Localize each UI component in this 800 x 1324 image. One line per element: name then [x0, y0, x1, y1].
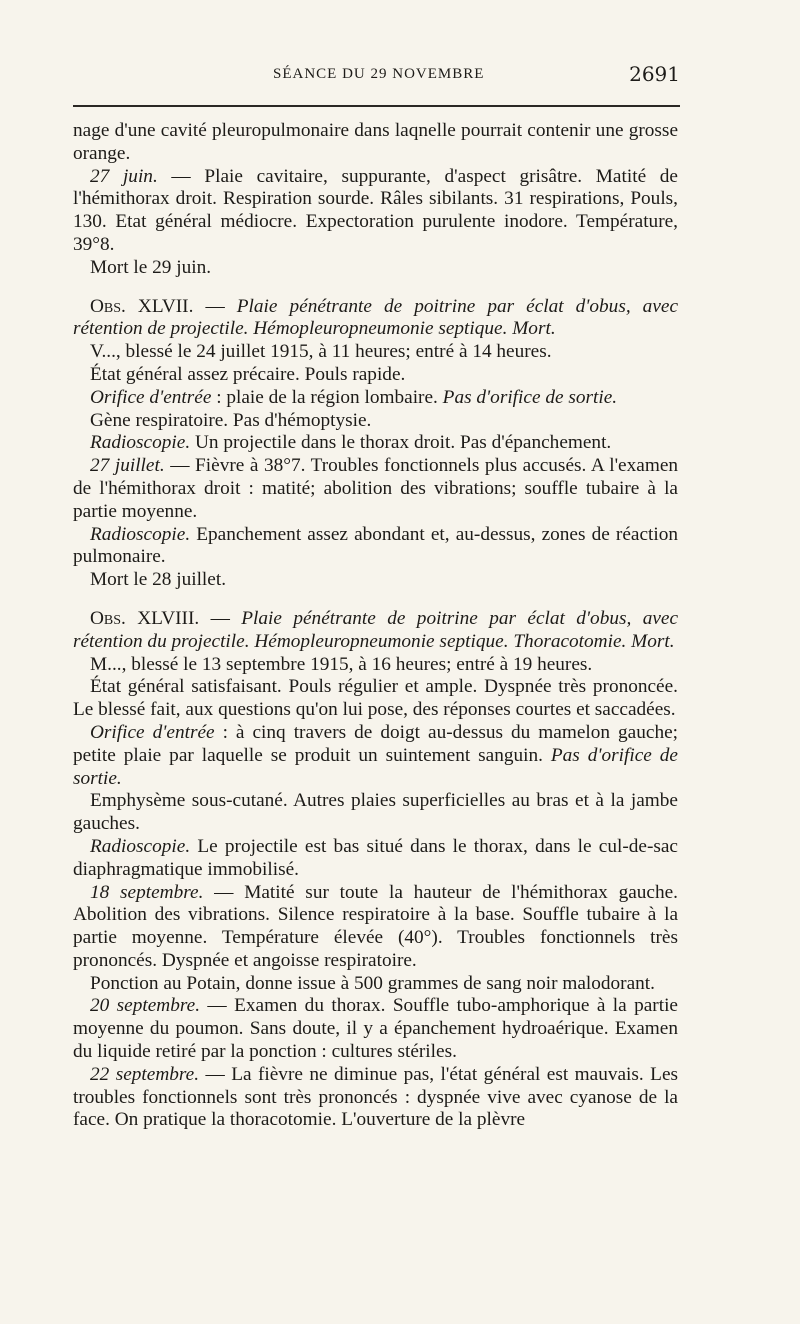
section-label: Pas d'orifice de sortie. — [73, 744, 678, 789]
section-label: Pas d'orifice de sortie. — [442, 386, 618, 408]
paragraph: Radioscopie. Un projectile dans le thorax droit. Pas d'épanchement. — [90, 432, 612, 454]
paragraph: Orifice d'entrée : à cinq travers de doigt au-dessus du mamelon gauche; petite plaie par laquelle se produit un suintement sanguin. Pas d'orifice de sortie. — [73, 721, 678, 789]
observation-title: Plaie pénétrante de poitrine par éclat d'obus, avec rétention de projectile. Hémopleuropneumonie septique. Mort. — [73, 295, 678, 340]
paragraph: Mort le 28 juillet. — [90, 569, 227, 591]
section-label: Orifice d'entrée — [90, 721, 215, 743]
body-text — [73, 120, 678, 1132]
section-label: Radioscopie. — [90, 835, 191, 857]
paragraph: M..., blessé le 13 septembre 1915, à 16 heures; entré à 19 heures. — [90, 653, 593, 675]
paragraph: Emphysème sous-cutané. Autres plaies superficielles au bras et à la jambe gauches. — [73, 790, 678, 835]
paragraph: Radioscopie. Le projectile est bas situé dans le thorax, dans le cul-de-sac diaphragmatique immobilisé. — [73, 835, 678, 880]
observation-title: Plaie pénétrante de poitrine par éclat d'obus, avec rétention du projectile. Hémopleuropneumonie septique. Thoracotomie. Mort. — [73, 607, 679, 652]
paragraph: 20 septembre. — Examen du thorax. Souffle tubo-amphorique à la partie moyenne du poumon. Sans doute, il y a épanchement hydroaérique. Examen du liquide retiré par la ponction : cultures stériles. — [73, 995, 678, 1063]
observation-heading: Obs. XLVIII. — Plaie pénétrante de poitrine par éclat d'obus, avec rétention du projectile. Hémopleuropneumonie septique. Thoracotomie. Mort. — [73, 607, 679, 652]
paragraph: 22 septembre. — La fièvre ne diminue pas, l'état général est mauvais. Les troubles fonctionnels sont très prononcés : dyspnée vive avec cyanose de la face. On pratique la thoracotomie. L'ouverture de la plèvre — [73, 1063, 678, 1131]
observation-heading: Obs. XLVII. — Plaie pénétrante de poitrine par éclat d'obus, avec rétention de projectile. Hémopleuropneumonie septique. Mort. — [73, 295, 678, 340]
paragraph: État général assez précaire. Pouls rapide. — [90, 363, 406, 385]
paragraph: Gène respiratoire. Pas d'hémoptysie. — [90, 409, 372, 431]
page-number: 2691 — [629, 62, 680, 86]
page-header — [73, 62, 680, 90]
header-rule — [73, 105, 680, 107]
observation-label: Obs. XLVII. — [90, 295, 194, 317]
paragraph: Mort le 29 juin. — [90, 256, 212, 278]
paragraph: Orifice d'entrée : plaie de la région lombaire. Pas d'orifice de sortie. — [90, 386, 618, 408]
section-label: Orifice d'entrée — [90, 386, 212, 408]
observation-label: Obs. XLVIII. — [90, 607, 200, 629]
paragraph: Radioscopie. Epanchement assez abondant et, au-dessus, zones de réaction pulmonaire. — [73, 523, 678, 568]
date-label: 22 septembre. — [90, 1063, 200, 1085]
date-label: 20 septembre. — [90, 995, 201, 1017]
section-label: Radioscopie. — [90, 523, 191, 545]
section-label: Radioscopie. — [90, 432, 191, 454]
paragraph: V..., blessé le 24 juillet 1915, à 11 heures; entré à 14 heures. — [90, 341, 552, 363]
paragraph: 27 juillet. — Fièvre à 38°7. Troubles fonctionnels plus accusés. A l'examen de l'hémithorax droit : matité; abolition des vibrations; souffle tubaire à la partie moyenne. — [73, 455, 679, 522]
paragraph: 18 septembre. — Matité sur toute la hauteur de l'hémithorax gauche. Abolition des vibrations. Silence respiratoire à la base. Souffle tubaire à la partie moyenne. Température élevée (40°). Troubles fonctionnels très prononcés. Dyspnée et angoisse respiratoire. — [73, 881, 678, 971]
date-label: 27 juillet. — [90, 455, 165, 477]
paragraph: 27 juin. — Plaie cavitaire, suppurante, d'aspect grisâtre. Matité de l'hémithorax droit. Respiration sourde. Râles sibilants. 31 respirations, Pouls, 130. Etat général médiocre. Expectoration purulente inodore. Température, 39°8. — [73, 165, 678, 255]
paragraph: nage d'une cavité pleuropulmonaire dans laqnelle pourrait contenir une grosse orange. — [73, 120, 678, 164]
paragraph: État général satisfaisant. Pouls régulier et ample. Dyspnée très prononcée. Le blessé fait, aux questions qu'on lui pose, des réponses courtes et saccadées. — [73, 676, 678, 721]
date-label: 18 septembre. — [90, 881, 204, 903]
date-label: 27 juin. — [90, 165, 158, 187]
paragraph: Ponction au Potain, donne issue à 500 grammes de sang noir malodorant. — [90, 972, 655, 994]
running-title: SÉANCE DU 29 NOVEMBRE — [273, 66, 485, 82]
